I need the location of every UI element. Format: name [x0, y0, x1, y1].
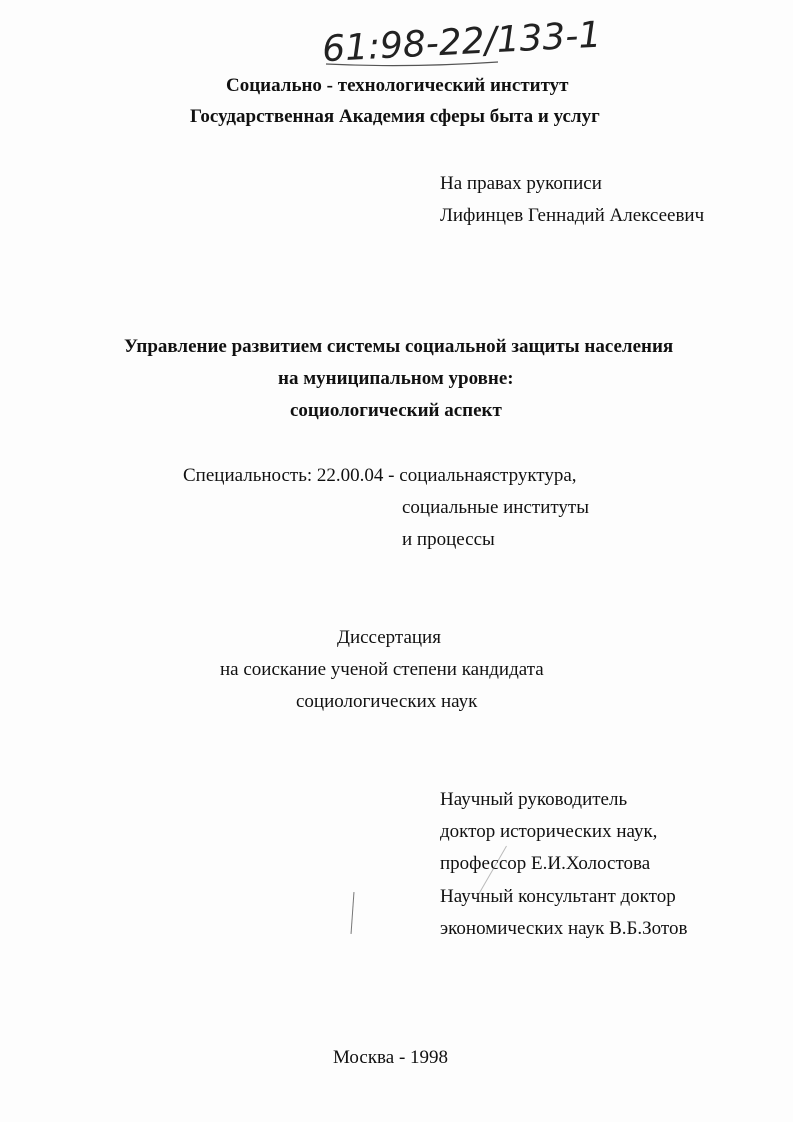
advisor-line-1: Научный руководитель — [440, 789, 628, 810]
academy-name: Государственная Академия сферы быта и услуг — [190, 106, 600, 127]
manuscript-rights: На правах рукописи — [440, 173, 602, 194]
title-line-2: на муниципальном уровне: — [278, 368, 514, 389]
advisor-line-5: экономических наук В.Б.Зотов — [440, 918, 688, 939]
title-line-3: социологический аспект — [290, 400, 502, 421]
specialty-line-2: социальные институты — [402, 497, 589, 518]
handwritten-catalog-number — [318, 6, 678, 76]
degree-line-3: социологических наук — [296, 691, 478, 712]
institute-name: Социально - технологический институт — [226, 75, 569, 96]
degree-line-1: Диссертация — [337, 627, 441, 648]
catalog-number-text: 61:98-22/133-1 — [321, 14, 603, 71]
specialty-line-3: и процессы — [402, 529, 495, 550]
advisor-line-2: доктор исторических наук, — [440, 821, 658, 842]
title-line-1: Управление развитием системы социальной защиты населения — [124, 336, 674, 357]
city-year: Москва - 1998 — [333, 1047, 449, 1068]
specialty-line-1: Специальность: 22.00.04 - социальнаяструктура, — [183, 465, 577, 486]
degree-line-2: на соискание ученой степени кандидата — [220, 659, 544, 680]
author-name: Лифинцев Геннадий Алексеевич — [440, 205, 705, 226]
pencil-mark — [351, 892, 355, 934]
advisor-line-4: Научный консультант доктор — [440, 886, 676, 907]
advisor-line-3: профессор Е.И.Холостова — [440, 853, 651, 874]
